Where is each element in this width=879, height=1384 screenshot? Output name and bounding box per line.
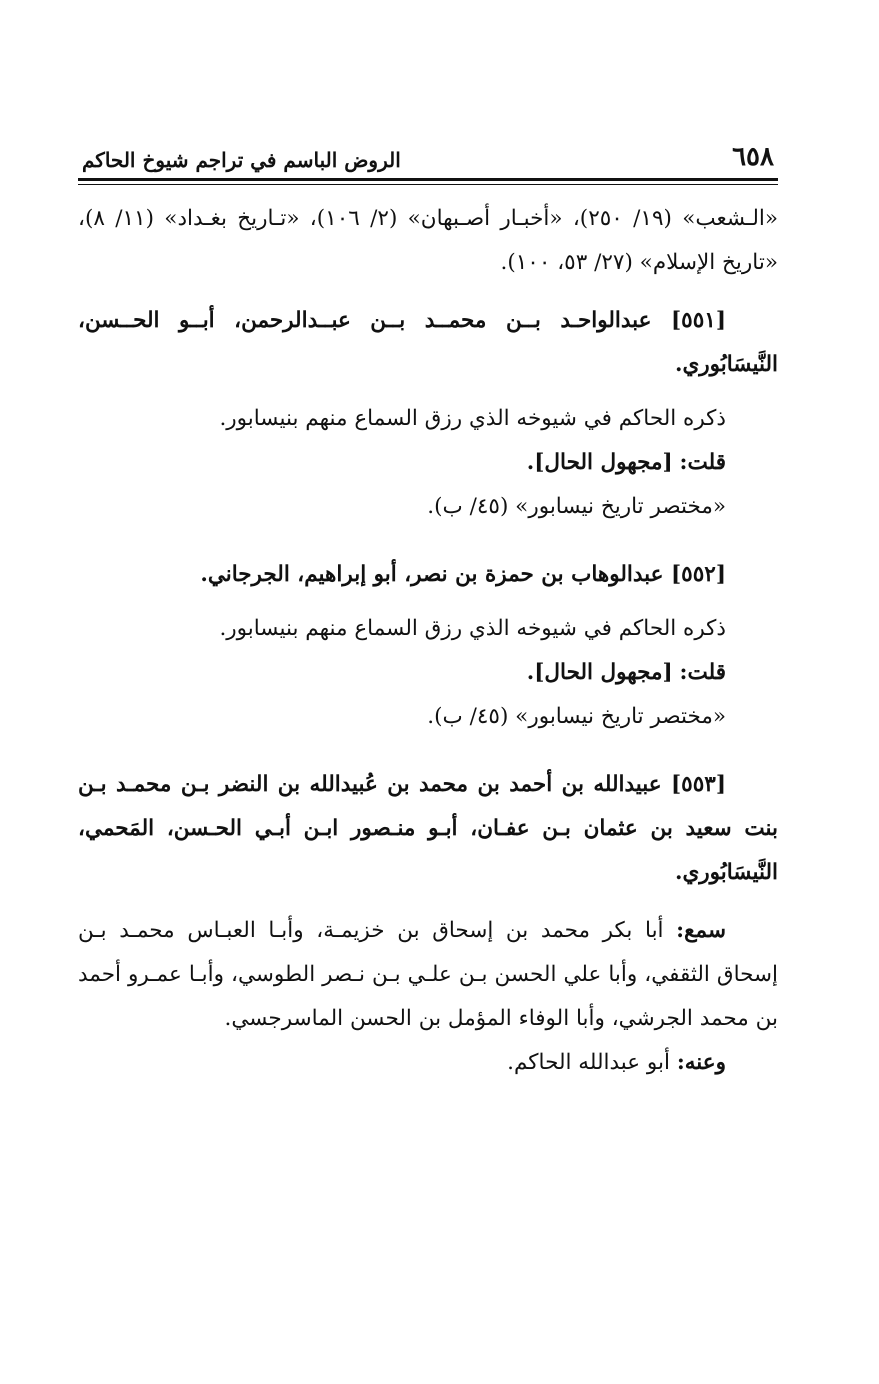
note-label: قلت: — [679, 660, 726, 685]
header-rule-thin — [78, 184, 778, 185]
entry-552-note — [78, 651, 778, 695]
entry-553-heard-from — [78, 909, 778, 1041]
entry-551-mention: ذكره الحاكم في شيوخه الذي رزق السماع منهم بنيسابور. — [219, 406, 726, 431]
note-value: [مجهول الحال]. — [526, 660, 673, 685]
entry-552-source: «مختصر تاريخ نيسابور» (٤٥/ ب). — [427, 704, 726, 729]
from-text: أبو عبدالله الحاكم. — [507, 1050, 670, 1075]
entry-551-source: «مختصر تاريخ نيسابور» (٤٥/ ب). — [427, 494, 726, 519]
running-header — [78, 128, 778, 172]
entry-spacer — [78, 529, 778, 539]
entry-552-heading: [٥٥٢] عبدالوهاب بن حمزة بن نصر، أبو إبراهيم، الجرجاني. — [200, 562, 726, 587]
book-title: الروض الباسم في تراجم شيوخ الحاكم — [82, 148, 401, 172]
entry-552-mention: ذكره الحاكم في شيوخه الذي رزق السماع منهم بنيسابور. — [219, 616, 726, 641]
note-value: [مجهول الحال]. — [526, 450, 673, 475]
page-body — [78, 197, 778, 1085]
entry-551-heading: [٥٥١] عبدالواحـد بــن محمــد بــن عبــدالرحمن، أبــو الحــسن، النَّيسَابُوري. — [78, 308, 778, 377]
heard-label: سمع: — [676, 918, 726, 943]
page-number: ٦٥٨ — [732, 142, 774, 172]
sources-continuation: «الـشعب» (١٩/ ٢٥٠)، «أخبـار أصـبهان» (٢/ ١٠٦)، «تـاريخ بغـداد» (١١/ ٨)، «تاريخ الإسلام» (٢٧/ ٥٣، ١٠٠). — [78, 206, 779, 275]
entry-553-heading: [٥٥٣] عبيدالله بن أحمد بن محمد بن عُبيدالله بن النضر بـن محمـد بـن بنت سعيد بن عثمان بـن عفـان، أبـو منـصور ابـن أبـي الحـسن، المَحمي، النَّيسَابُوري. — [78, 772, 778, 885]
entry-spacer — [78, 739, 778, 749]
entry-553-narrated-by — [78, 1041, 778, 1085]
note-label: قلت: — [679, 450, 726, 475]
heard-text: أبا بكر محمد بن إسحاق بن خزيمـة، وأبـا العبـاس محمـد بـن إسحاق الثقفي، وأبا علي الحسن بـن علـي بـن نـصر الطوسي، وأبـا عمـرو أحمد بن محمد الجرشي، وأبا الوفاء المؤمل بن الحسن الماسرجسي. — [78, 918, 778, 1031]
entry-551-note — [78, 441, 778, 485]
header-rule-thick — [78, 178, 778, 181]
book-page — [78, 128, 778, 1085]
from-label: وعنه: — [676, 1050, 726, 1075]
